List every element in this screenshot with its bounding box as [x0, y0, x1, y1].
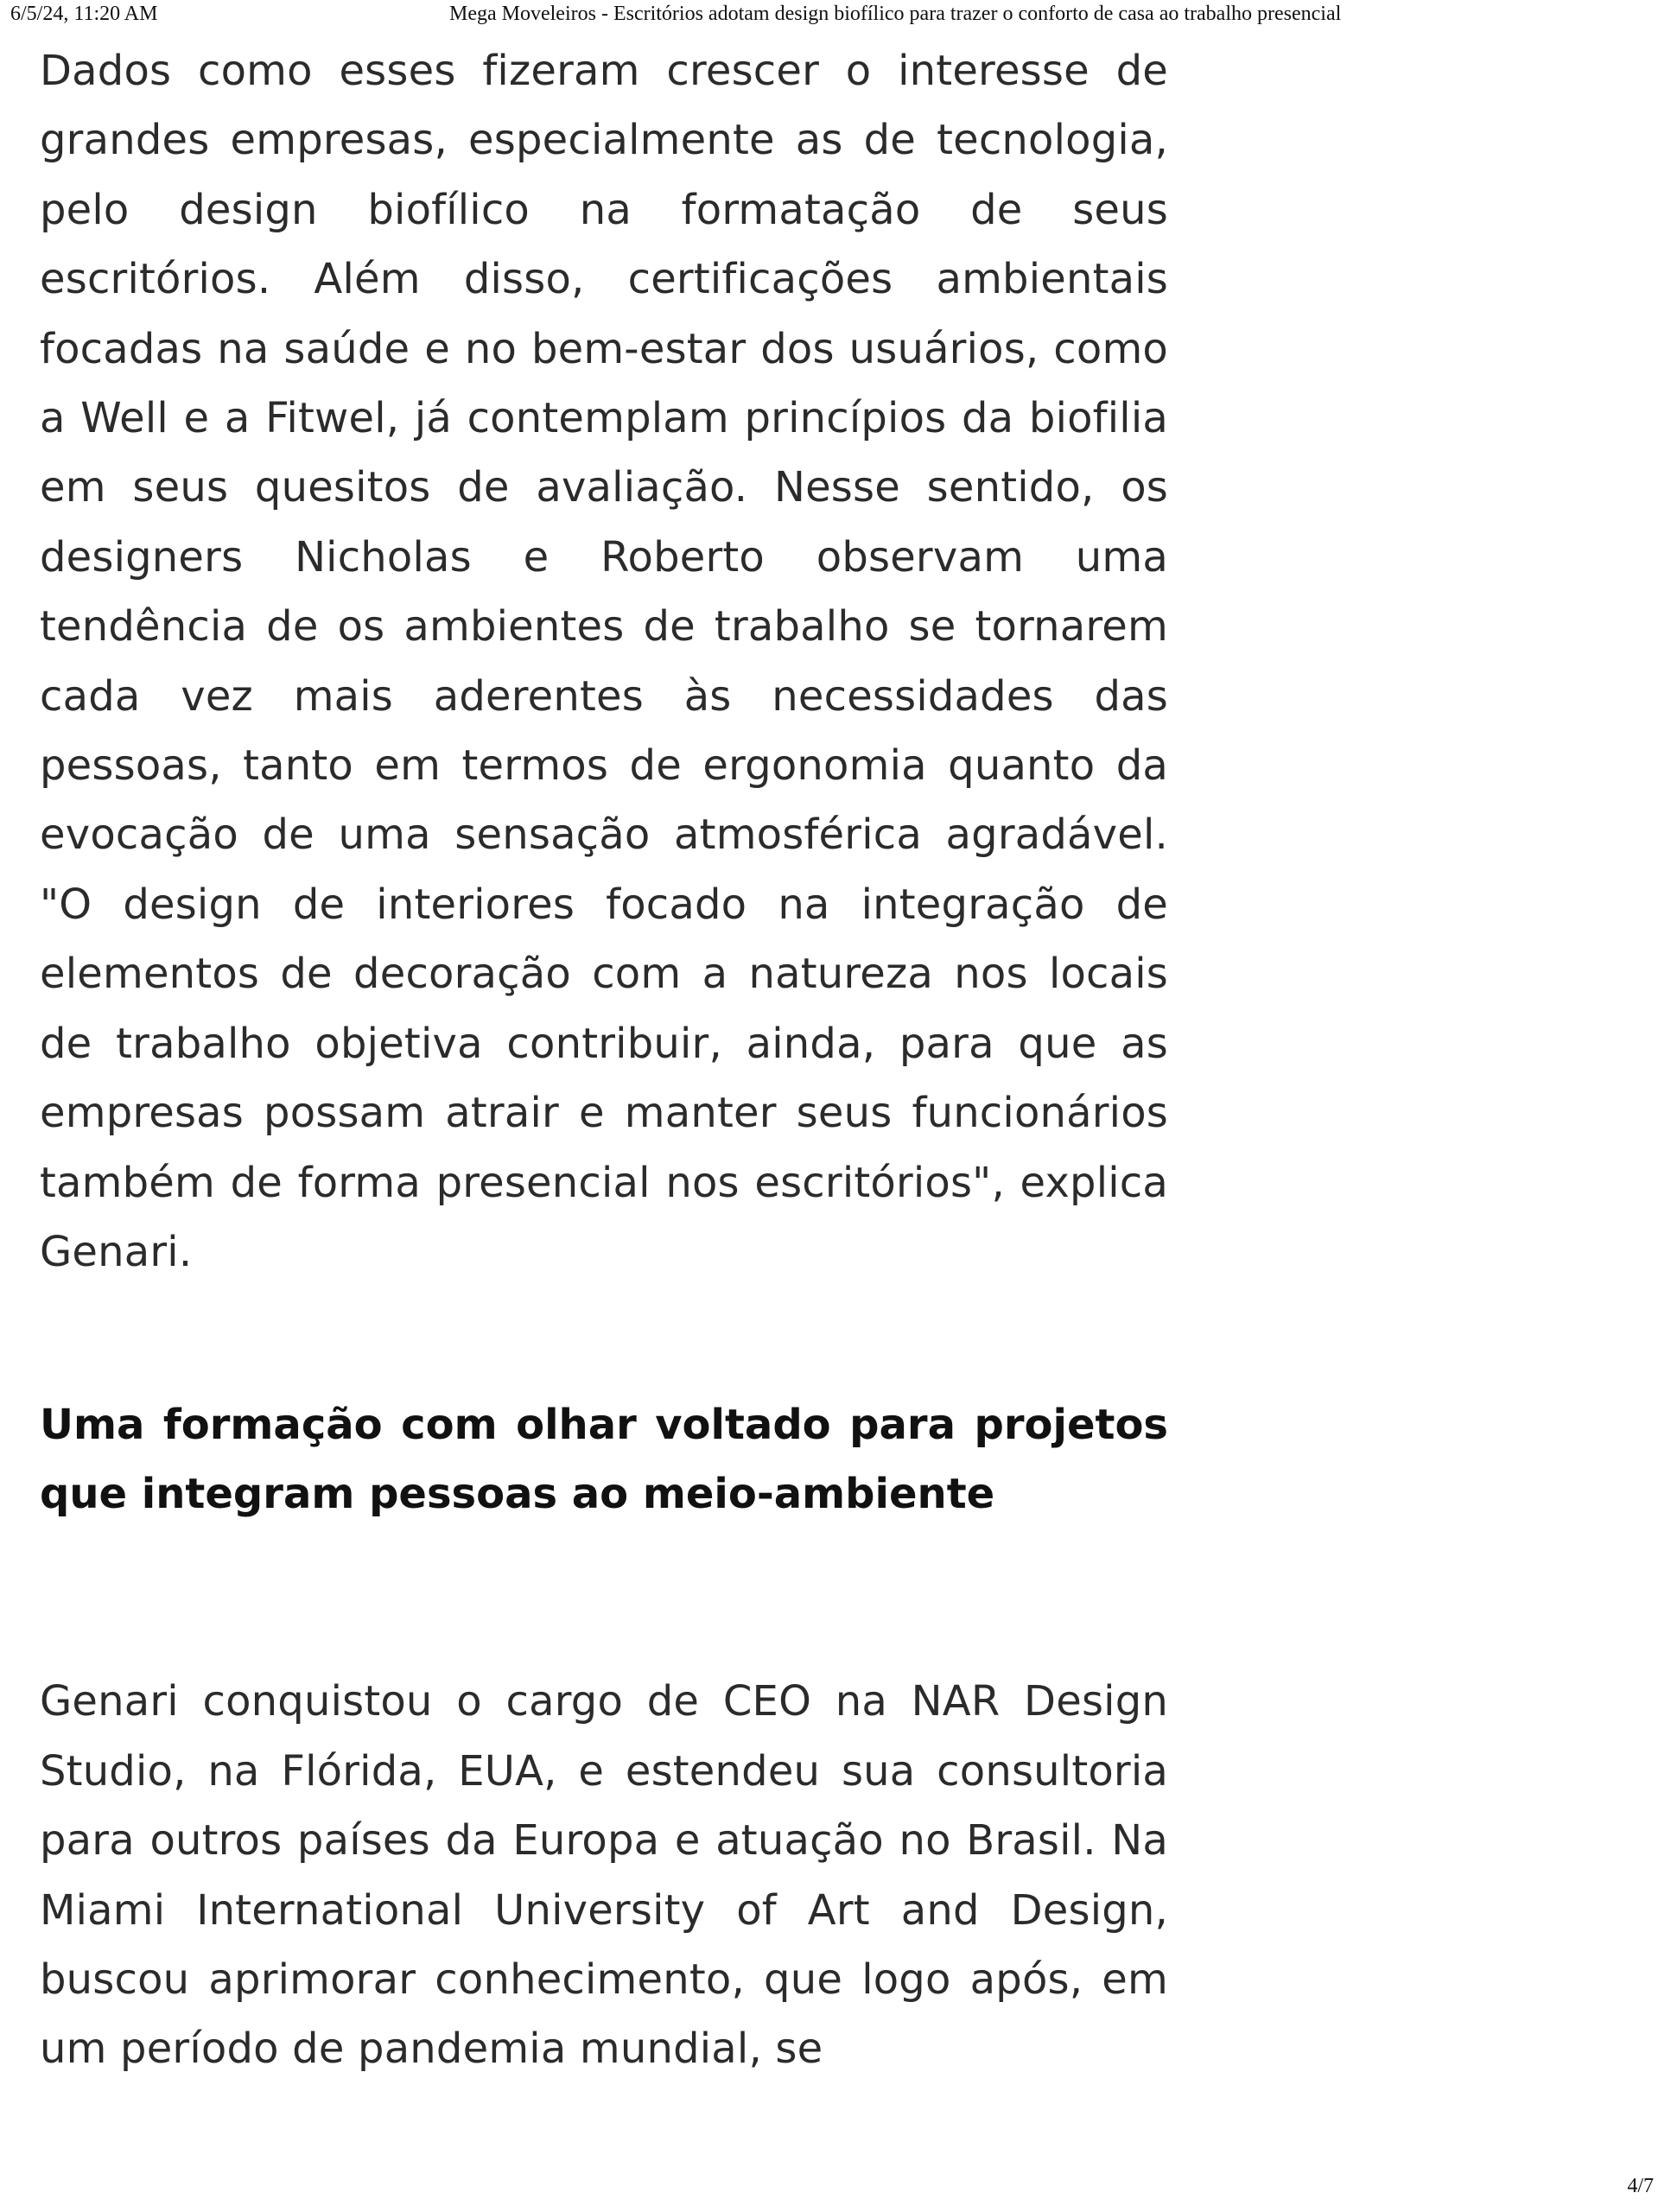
- section-heading: Uma formação com olhar voltado para projetos que integram pessoas ao meio-ambiente: [40, 1401, 1168, 1519]
- article-body: [40, 36, 1168, 2084]
- print-header: [0, 0, 1671, 35]
- article-paragraph: Genari conquistou o cargo de CEO na NAR Design Studio, na Flórida, EUA, e estendeu sua consultoria para outros países da Europa e atuação no Brasil. Na Miami International University of Art and Design, buscou aprimorar conhecimento, que logo após, em um período de pandemia mundial, se: [40, 1677, 1168, 2074]
- print-page-title: Mega Moveleiros - Escritórios adotam design biofílico para trazer o conforto de casa ao trabalho presencial: [449, 3, 1342, 25]
- article-paragraph: Dados como esses fizeram crescer o interesse de grandes empresas, especialmente as de tecnologia, pelo design biofílico na formatação de seus escritórios. Além disso, certificações ambientais focadas na saúde e no bem-estar dos usuários, como a Well e a Fitwel, já contemplam princípios da biofilia em seus quesitos de avaliação. Nesse sentido, os designers Nicholas e Roberto observam uma tendência de os ambientes de trabalho se tornarem cada vez mais aderentes às necessidades das pessoas, tanto em termos de ergonomia quanto da evocação de uma sensação atmosférica agradável. "O design de interiores focado na integração de elementos de decoração com a natureza nos locais de trabalho objetiva contribuir, ainda, para que as empresas possam atrair e manter seus funcionários também de forma presencial nos escritórios", explica Genari.: [40, 47, 1168, 1276]
- print-datetime: 6/5/24, 11:20 AM: [10, 3, 158, 25]
- page-number: 4/7: [1627, 2175, 1654, 2197]
